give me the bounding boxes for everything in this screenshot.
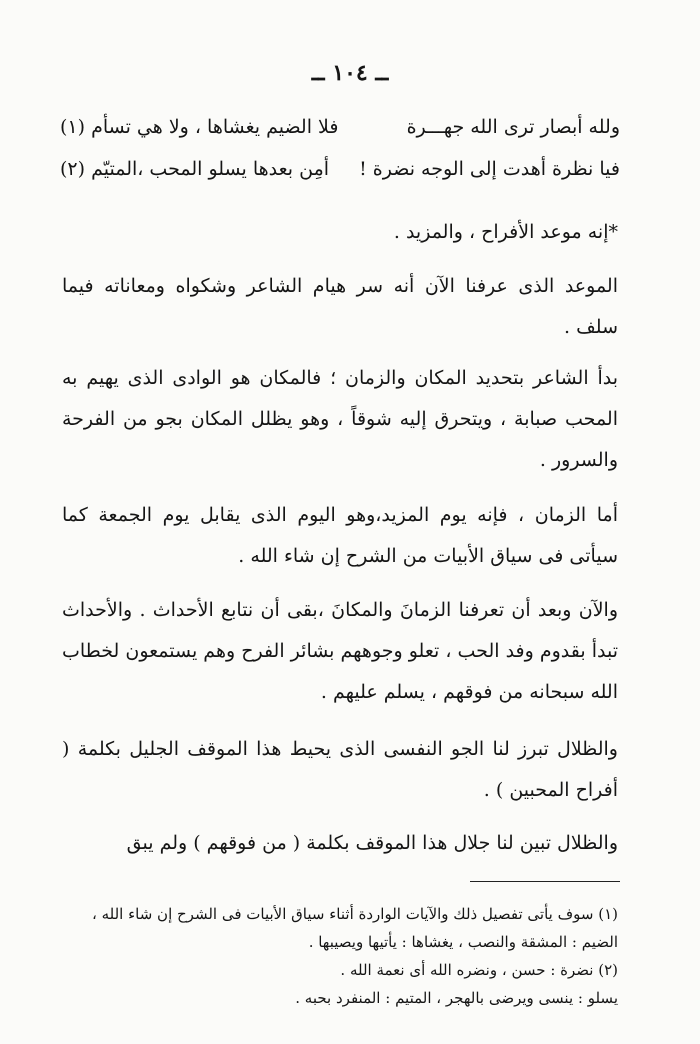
verse-2-first-hemistich: فيا نظرة أهدت إلى الوجه نضرة !: [359, 158, 620, 180]
footnote-1: (١) سوف يأتى تفصيل ذلك والآيات الواردة أثناء سياق الأبيات فى الشرح إن شاء الله ، الضيم : المشقة والنصب ، يغشاها : يأتيها ويصيبها .: [91, 905, 618, 951]
paragraph-7: والظلال تبين لنا جلال هذا الموقف بكلمة ( من فوقهم ) ولم يبق: [126, 832, 618, 854]
verse-1-second-hemistich: فلا الضيم يغشاها ، ولا هي تسأم (١): [60, 116, 339, 138]
footnote-3: يسلو : ينسى ويرضى بالهجر ، المتيم : المنفرد بحبه .: [295, 989, 618, 1007]
paragraph-4: أما الزمان ، فإنه يوم المزيد،وهو اليوم الذى يقابل يوم الجمعة كما سيأتى فى سياق الأبيات من الشرح إن شاء الله .: [62, 504, 618, 567]
paragraph-2: الموعد الذى عرفنا الآن أنه سر هيام الشاعر وشكواه ومعاناته فيما سلف .: [62, 275, 618, 338]
verse-line-1: [60, 116, 620, 138]
footnote-2: (٢) نضرة : حسن ، ونضره الله أى نعمة الله .: [340, 961, 618, 979]
verse-2-second-hemistich: أمِن بعدها يسلو المحب ،المتيّم (٢): [60, 158, 330, 180]
verse-1-first-hemistich: ولله أبصار ترى الله جهـــرة: [406, 116, 620, 138]
footnote-divider: [470, 881, 620, 882]
page-number: ــ ١٠٤ ــ: [311, 60, 389, 86]
paragraph-3: بدأ الشاعر بتحديد المكان والزمان ؛ فالمكان هو الوادى الذى يهيم به المحب صبابة ، ويتحرق إليه شوقاً ، وهو يظلل المكان بجو من الفرحة والسرور .: [62, 367, 618, 471]
verse-line-2: [60, 158, 620, 180]
paragraph-5: والآن وبعد أن تعرفنا الزمانَ والمكانَ ،بقى أن نتابع الأحداث . والأحداث تبدأ بقدوم وفد الحب ، تعلو وجوههم بشائر الفرح وهم يستمعون لخطاب الله سبحانه من فوقهم ، يسلم عليهم .: [62, 599, 618, 703]
paragraph-6: والظلال تبرز لنا الجو النفسى الذى يحيط هذا الموقف الجليل بكلمة ( أفراح المحبين ) .: [62, 738, 618, 801]
paragraph-1: *إنه موعد الأفراح ، والمزيد .: [393, 221, 618, 243]
